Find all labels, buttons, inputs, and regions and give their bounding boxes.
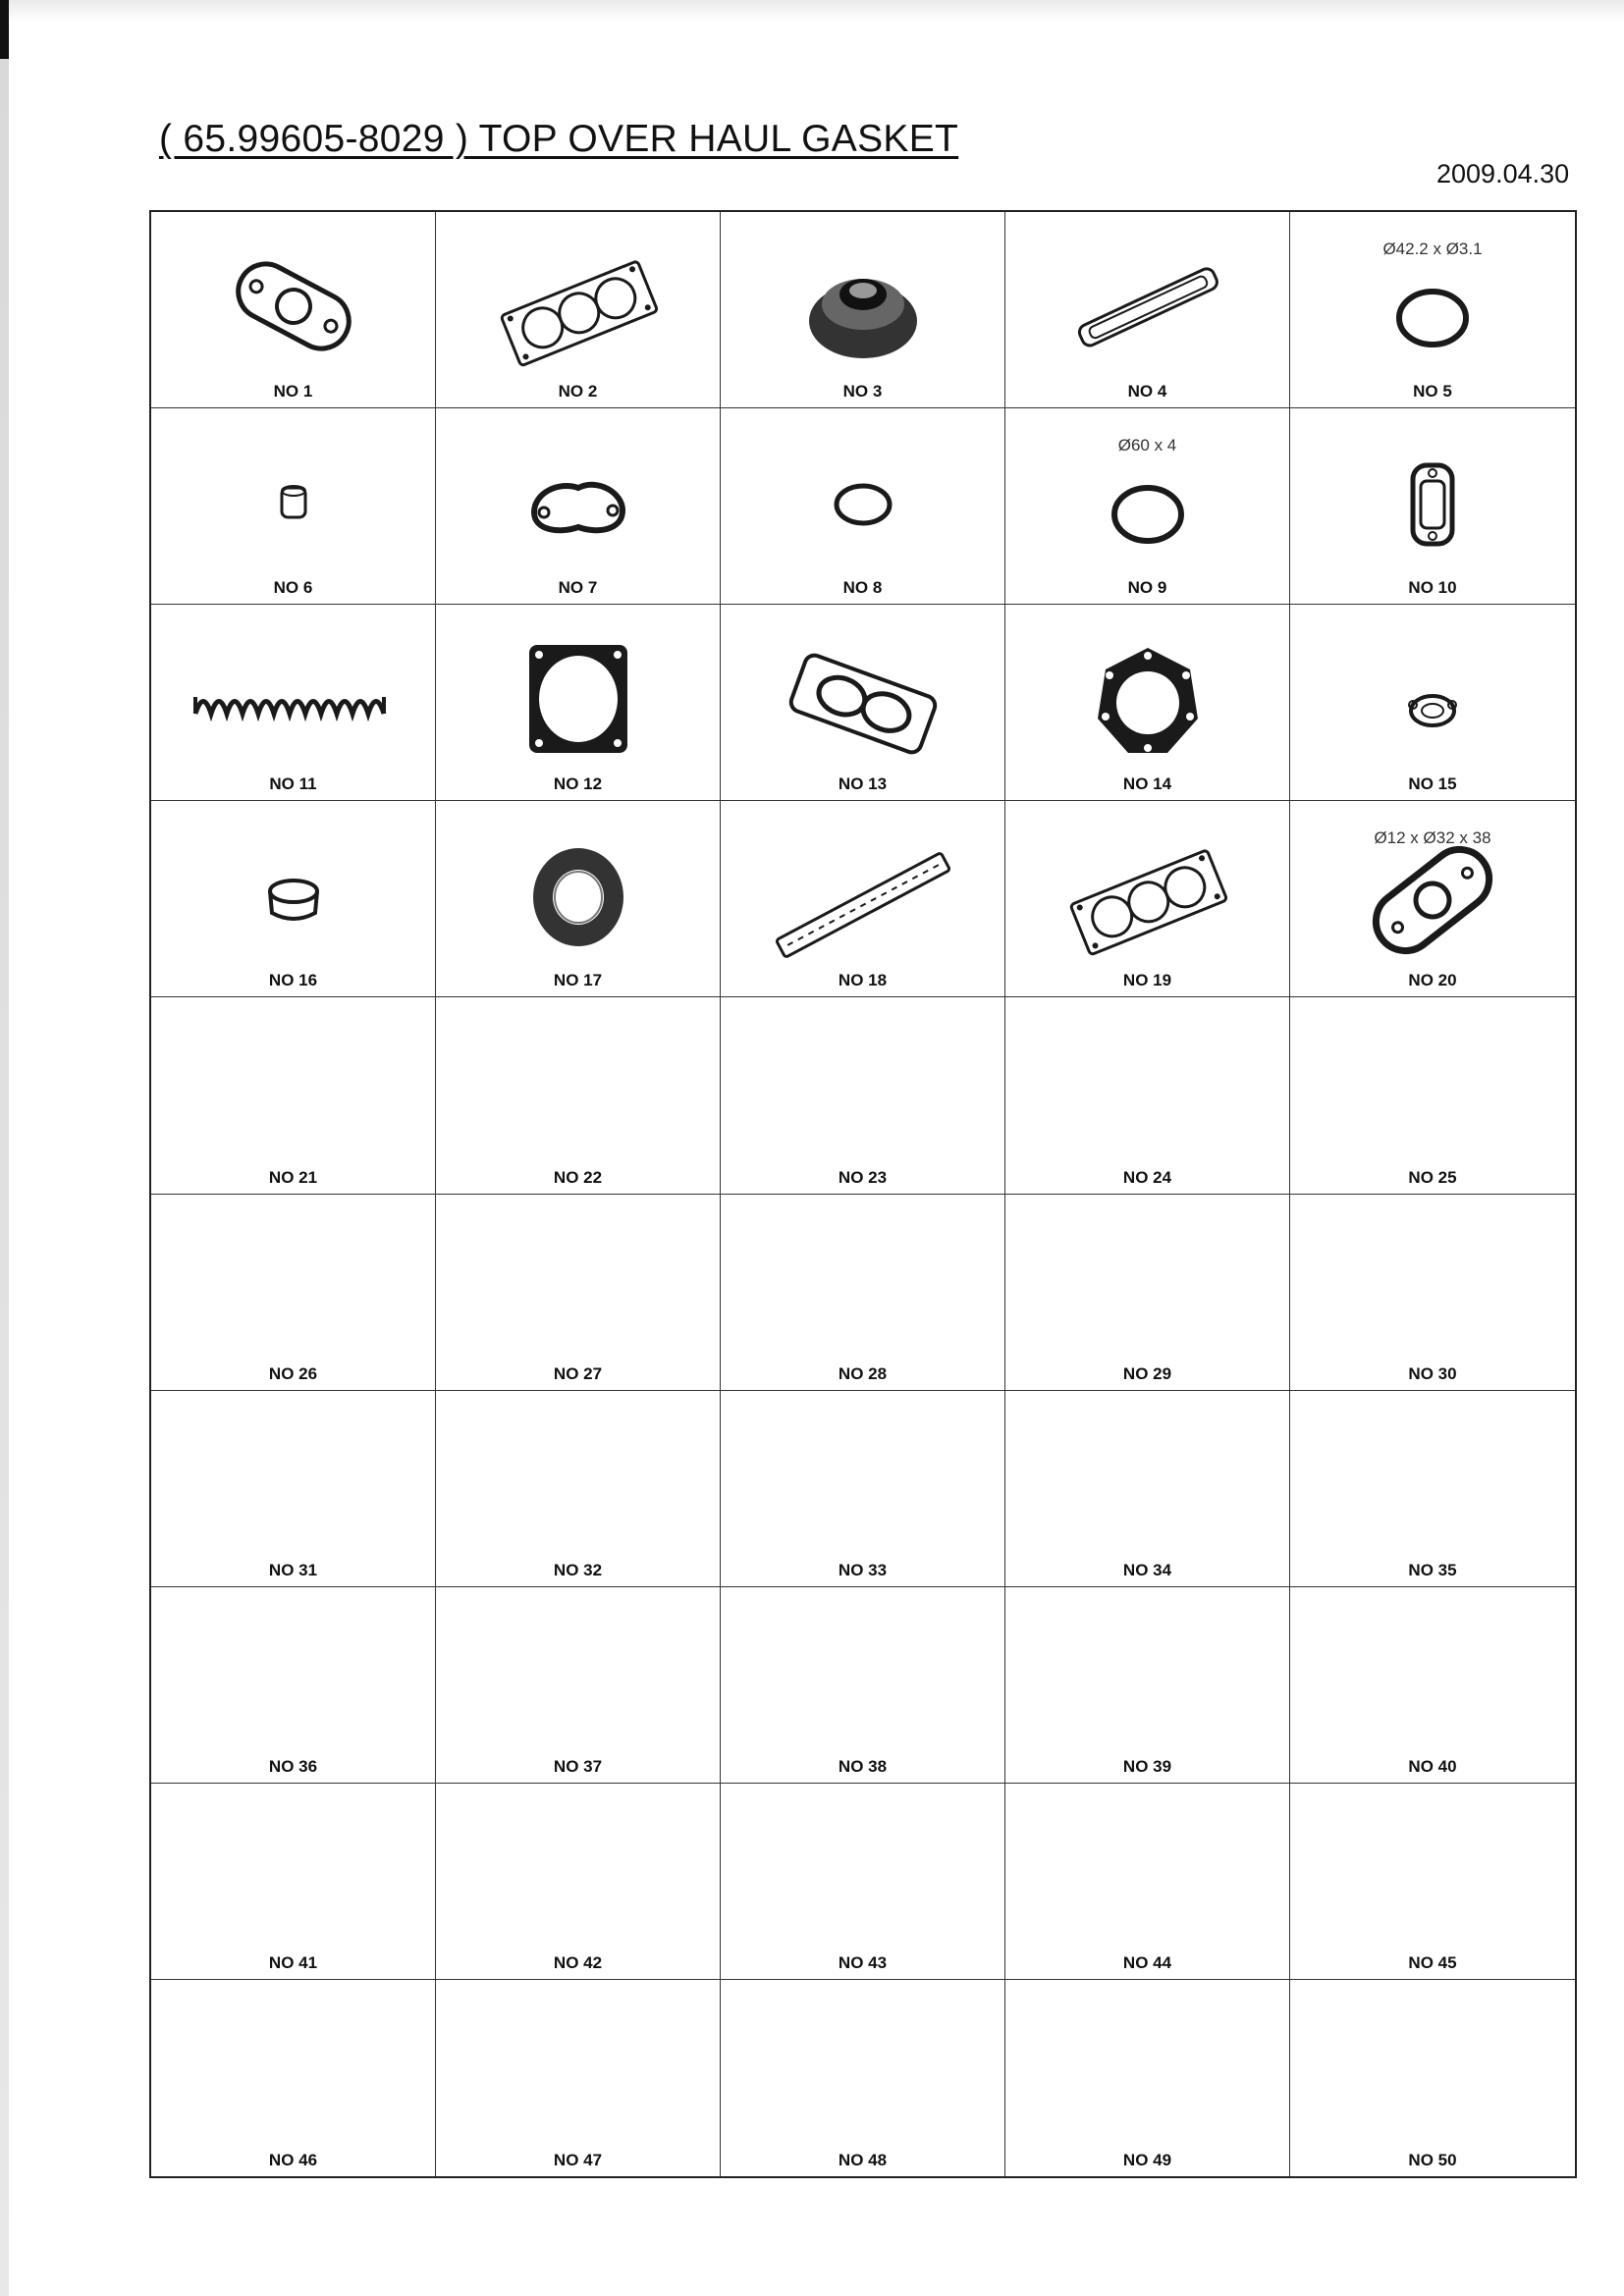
part-cell <box>1005 212 1290 408</box>
part-number-label: NO 24 <box>1122 1167 1172 1187</box>
part-number-label: NO 43 <box>838 1952 888 1972</box>
part-number-label: NO 22 <box>553 1167 603 1187</box>
oil-seal-icon <box>465 817 691 964</box>
part-number-label: NO 17 <box>553 971 603 990</box>
part-cell <box>436 408 721 605</box>
scan-edge-left <box>0 0 9 2296</box>
part-number-label: NO 8 <box>842 578 883 598</box>
part-number-label: NO 29 <box>1122 1363 1172 1383</box>
part-number-label: NO 42 <box>553 1952 603 1972</box>
part-number-label: NO 1 <box>273 382 313 401</box>
part-number-label: NO 34 <box>1122 1560 1172 1579</box>
part-cell <box>436 605 721 801</box>
part-cell <box>1005 1980 1290 2176</box>
valve-cover-gasket-icon <box>1035 228 1261 375</box>
rubber-boot-seal-icon <box>750 228 976 375</box>
part-cell <box>151 997 436 1194</box>
part-cell <box>1290 1391 1575 1587</box>
page-title: ( 65.99605-8029 ) TOP OVER HAUL GASKET <box>159 118 959 160</box>
part-cell <box>436 1784 721 1980</box>
part-cell <box>436 801 721 997</box>
part-number-label: NO 25 <box>1408 1167 1457 1187</box>
part-number-label: NO 27 <box>553 1363 603 1383</box>
part-number-label: NO 31 <box>268 1560 318 1579</box>
part-number-label: NO 47 <box>553 2151 603 2169</box>
part-number-label: NO 45 <box>1408 1952 1457 1972</box>
double-port-gasket-icon <box>750 620 976 768</box>
part-number-label: NO 48 <box>838 2151 888 2169</box>
part-number-label: NO 49 <box>1122 2151 1172 2169</box>
part-number-label: NO 23 <box>838 1167 888 1187</box>
part-cell <box>151 1587 436 1784</box>
part-number-label: NO 7 <box>558 578 598 598</box>
part-number-label: NO 36 <box>268 1756 318 1776</box>
small-three-tab-gasket-icon <box>1320 620 1545 768</box>
square-flange-gasket-icon <box>465 620 691 768</box>
part-cell <box>1290 1784 1575 1980</box>
part-cell <box>1005 605 1290 801</box>
part-number-label: NO 35 <box>1408 1560 1457 1579</box>
part-number-label: NO 19 <box>1122 971 1172 990</box>
part-number-label: NO 41 <box>268 1952 318 1972</box>
part-cell <box>151 1980 436 2176</box>
part-cell <box>1290 1980 1575 2176</box>
part-cell <box>436 1195 721 1391</box>
part-cell <box>721 408 1005 605</box>
part-cell <box>1005 1391 1290 1587</box>
part-cell <box>1290 997 1575 1194</box>
part-cell <box>1005 801 1290 997</box>
part-number-label: NO 3 <box>842 382 883 401</box>
part-cell <box>721 1784 1005 1980</box>
part-number-label: NO 21 <box>268 1167 318 1187</box>
part-number-label: NO 32 <box>553 1560 603 1579</box>
cylinder-head-gasket-icon <box>1035 817 1261 964</box>
part-number-label: NO 18 <box>838 971 888 990</box>
long-strip-gasket-icon <box>750 817 976 964</box>
part-cell <box>1005 1195 1290 1391</box>
part-number-label: NO 30 <box>1408 1363 1457 1383</box>
six-bolt-ring-gasket-icon <box>1035 620 1261 768</box>
part-cell <box>436 1391 721 1587</box>
part-dimension: Ø42.2 x Ø3.1 <box>1382 240 1483 258</box>
part-cell <box>436 997 721 1194</box>
part-number-label: NO 6 <box>273 578 313 598</box>
part-number-label: NO 38 <box>838 1756 888 1776</box>
part-number-label: NO 44 <box>1122 1952 1172 1972</box>
part-cell <box>1290 801 1575 997</box>
part-number-label: NO 9 <box>1127 578 1167 598</box>
part-number-label: NO 37 <box>553 1756 603 1776</box>
part-cell <box>151 1195 436 1391</box>
part-dimension: Ø60 x 4 <box>1117 436 1177 455</box>
part-cell <box>436 212 721 408</box>
part-cell <box>1005 1587 1290 1784</box>
part-cell <box>1005 1784 1290 1980</box>
part-cell <box>151 408 436 605</box>
part-number-label: NO 14 <box>1122 774 1172 794</box>
part-number-label: NO 10 <box>1408 578 1457 598</box>
part-number-label: NO 13 <box>838 774 888 794</box>
part-cell <box>721 212 1005 408</box>
part-cell <box>436 1587 721 1784</box>
part-cell <box>1290 1587 1575 1784</box>
part-dimension: Ø12 x Ø32 x 38 <box>1374 828 1491 848</box>
part-cell <box>151 1784 436 1980</box>
part-number-label: NO 26 <box>268 1363 318 1383</box>
exhaust-gasket-icon <box>1320 424 1545 571</box>
part-cell <box>1290 1195 1575 1391</box>
part-cell <box>151 605 436 801</box>
part-number-label: NO 12 <box>553 774 603 794</box>
document-date: 2009.04.30 <box>1436 159 1570 188</box>
oval-flange-gasket-icon <box>181 228 406 375</box>
part-number-label: NO 2 <box>558 382 598 401</box>
part-number-label: NO 4 <box>1127 382 1167 401</box>
part-cell <box>1005 408 1290 605</box>
part-cell <box>721 1391 1005 1587</box>
part-number-label: NO 20 <box>1408 971 1457 990</box>
part-cell <box>721 997 1005 1194</box>
part-cell <box>1005 997 1290 1194</box>
scan-edge-top <box>0 0 1624 22</box>
part-cell <box>436 1980 721 2176</box>
part-cell <box>1290 212 1575 408</box>
thermostat-gasket-icon <box>465 424 691 571</box>
part-cell <box>721 1587 1005 1784</box>
part-cell <box>151 801 436 997</box>
cylinder-head-gasket-icon <box>465 228 691 375</box>
part-number-label: NO 33 <box>838 1560 888 1579</box>
small-o-ring-icon <box>750 424 976 571</box>
valve-stem-seal-icon <box>181 424 406 571</box>
part-number-label: NO 11 <box>269 774 317 794</box>
part-number-label: NO 46 <box>268 2151 318 2169</box>
part-cell <box>151 212 436 408</box>
part-number-label: NO 39 <box>1122 1756 1172 1776</box>
part-cell <box>721 1195 1005 1391</box>
part-cell <box>721 605 1005 801</box>
part-number-label: NO 28 <box>838 1363 888 1383</box>
part-cell <box>151 1391 436 1587</box>
part-number-label: NO 16 <box>268 971 318 990</box>
part-cell <box>721 1980 1005 2176</box>
parts-grid <box>149 210 1577 2178</box>
part-number-label: NO 15 <box>1408 774 1457 794</box>
intake-manifold-gasket-icon <box>181 620 406 768</box>
part-cell <box>1290 408 1575 605</box>
part-number-label: NO 5 <box>1413 382 1452 401</box>
part-cell <box>1290 605 1575 801</box>
part-number-label: NO 40 <box>1408 1756 1457 1776</box>
part-cell <box>721 801 1005 997</box>
sleeve-seal-icon <box>181 817 406 964</box>
part-number-label: NO 50 <box>1408 2151 1457 2169</box>
